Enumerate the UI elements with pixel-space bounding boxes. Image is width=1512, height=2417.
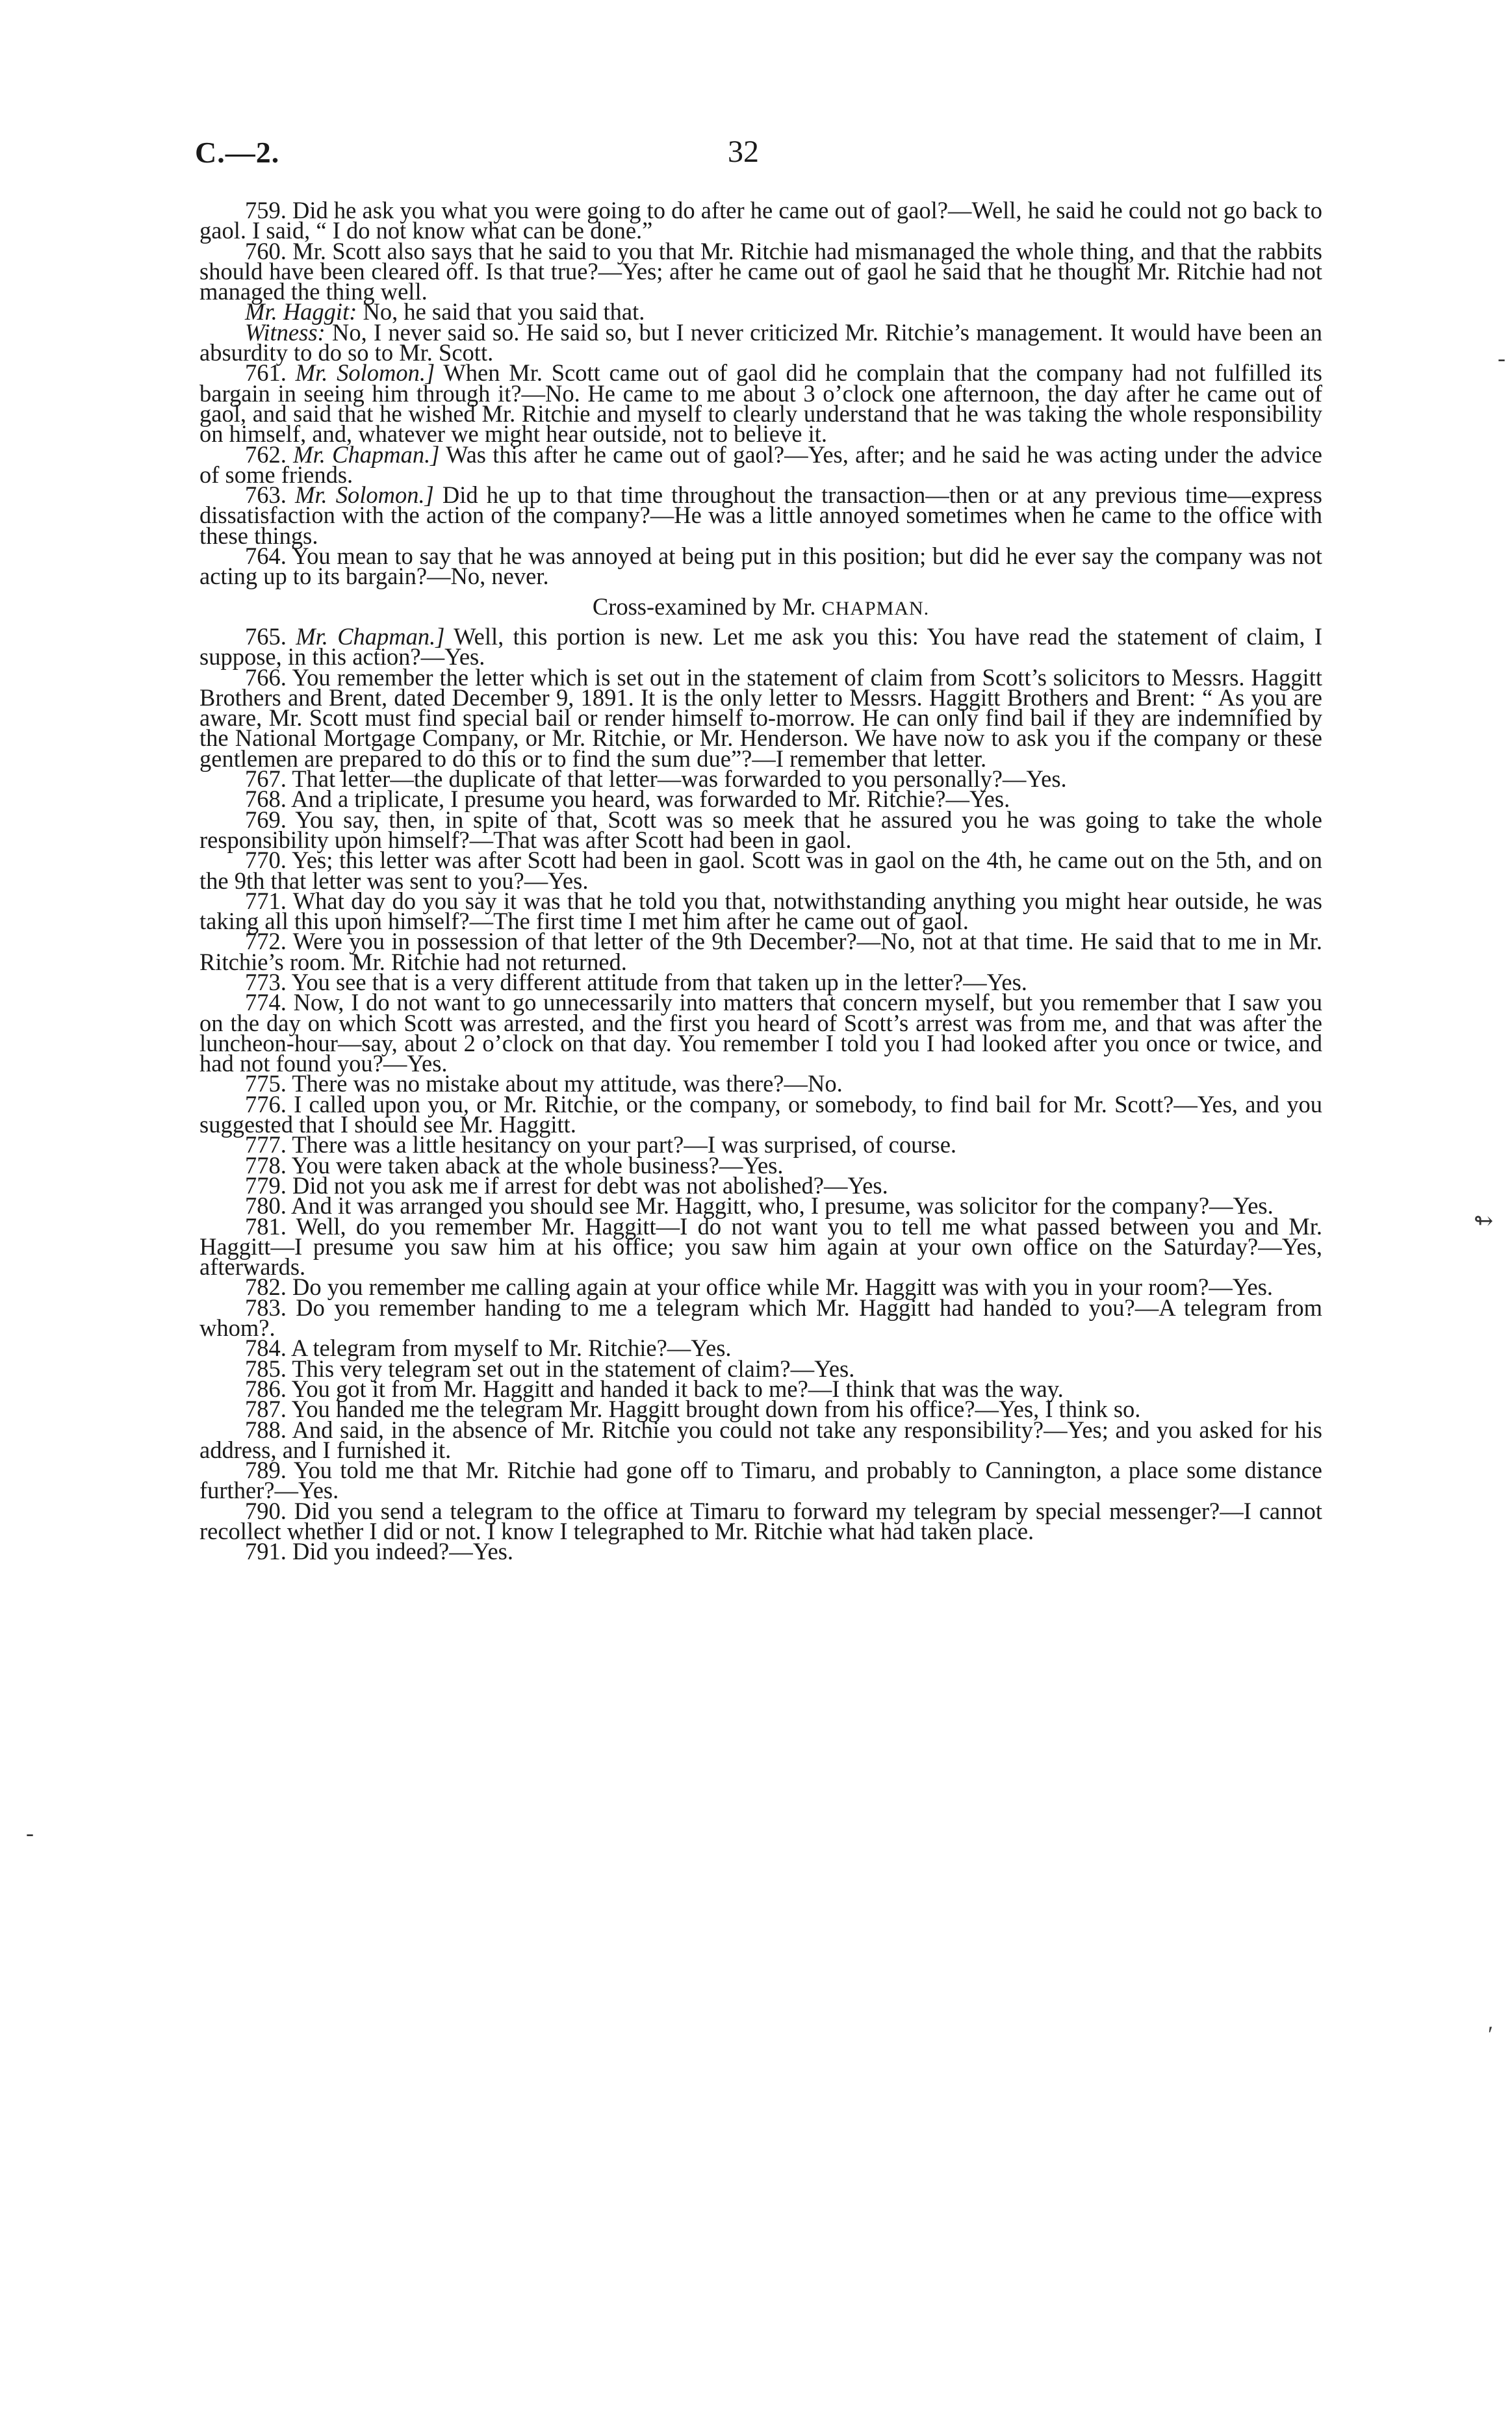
speaker-label: Mr. Haggit: [245,298,357,326]
paragraph-771: 771. What day do you say it was that he told you that, notwithstanding anything you might hear outside, he was taking all this upon himself?—The first time I met him after he came out of gaol. [199,887,1322,935]
paragraph-785: 785. This very telegram set out in the statement of claim?—Yes. [245,1355,855,1382]
testimony-body [199,197,1323,1565]
paragraph-778: 778. You were taken aback at the whole business?—Yes. [245,1151,784,1179]
paragraph-number: 762. [245,441,294,468]
paragraph-768: 768. And a triplicate, I presume you heard, was forwarded to Mr. Ritchie?—Yes. [245,786,1010,813]
speaker-label: Mr. Chapman.] [296,622,445,650]
paragraph-776: 776. I called upon you, or Mr. Ritchie, or the company, or somebody, to find bail for Mr. Scott?—Yes, and you suggested that I should see Mr. Haggitt. [199,1090,1322,1138]
paragraph-784: 784. A telegram from myself to Mr. Ritchie?—Yes. [245,1335,732,1362]
speaker-label: Mr. Solomon.] [294,481,434,509]
paragraph-text: No, I never said so. He said so, but I never criticized Mr. Ritchie’s management. It would have been an absurdity to do so to Mr. Scott. [199,318,1322,366]
paragraph-764: 764. You mean to say that he was annoyed at being put in this position; but did he ever say the company was not acting up to its bargain?—No, never. [199,543,1322,590]
paragraph-775: 775. There was no mistake about my attitude, was there?—No. [245,1070,843,1097]
series-code: C.—2. [195,136,280,169]
paragraph-770: 770. Yes; this letter was after Scott had been in gaol. Scott was in gaol on the 4th, he came out on the 5th, and on the 9th that letter was sent to you?—Yes. [199,847,1322,894]
paragraph-789: 789. You told me that Mr. Ritchie had gone off to Timaru, and probably to Cannington, a place some distance further?—Yes. [199,1457,1322,1504]
margin-mark-icon: - [1498,345,1506,371]
paragraph-765 [199,622,1323,671]
margin-arrow-icon: ↬ [1474,1208,1494,1234]
paragraph-787: 787. You handed me the telegram Mr. Haggitt brought down from his office?—Yes, I think so. [245,1396,1141,1423]
paragraph-text: No, he said that you said that. [357,298,645,326]
paragraph-text: Did he up to that time throughout the transaction—then or at any previous time—express dissatisfaction with the action of the company?—He was a little annoyed sometimes when he came to the office with these things. [199,481,1322,549]
paragraph-786: 786. You got it from Mr. Haggitt and handed it back to me?—I think that was the way. [245,1375,1064,1402]
margin-tick-icon: ′ [1488,2021,1493,2047]
paragraph-781: 781. Well, do you remember Mr. Haggitt—I do not want you to tell me what passed between you and Mr. Haggitt—I presume you saw him at his office; you saw him again at your own office on the Saturday?—Yes, afterwards. [199,1212,1322,1281]
paragraph-791: 791. Did you indeed?—Yes. [245,1538,513,1565]
paragraph-text: Was this after he came out of gaol?—Yes, after; and he said he was acting under the advice of some friends. [199,441,1322,488]
paragraph-760: 760. Mr. Scott also says that he said to you that Mr. Ritchie had mismanaged the whole thing, and that the rabbits should have been cleared off. Is that true?—Yes; after he came out of gaol he said that he thought Mr. Ritchie had not managed the thing well. [199,237,1322,305]
paragraph-783: 783. Do you remember handing to me a telegram which Mr. Haggitt had handed to you?—A telegram from whom?. [199,1294,1322,1342]
paragraph-780: 780. And it was arranged you should see Mr. Haggitt, who, I presume, was solicitor for the company?—Yes. [245,1192,1274,1220]
paragraph-number: 761. [245,359,296,387]
paragraph-773: 773. You see that is a very different attitude from that taken up in the letter?—Yes. [245,968,1027,995]
section-heading-name: CHAPMAN. [821,597,930,619]
paragraph-761 [199,359,1322,448]
paragraph-779: 779. Did not you ask me if arrest for debt was not abolished?—Yes. [245,1171,888,1199]
section-heading-lead: Cross-examined by Mr. [592,593,822,620]
paragraph-790: 790. Did you send a telegram to the office at Timaru to forward my telegram by special messenger?—I cannot recollect whether I did or not. I know I telegraphed to Mr. Ritchie what had taken place. [199,1497,1322,1544]
paragraph-782: 782. Do you remember me calling again at your office while Mr. Haggitt was with you in your room?—Yes. [245,1273,1274,1301]
paragraph-769: 769. You say, then, in spite of that, Scott was so meek that he assured you he was going to take the whole responsibility upon himself?—That was after Scott had been in gaol. [199,806,1322,853]
paragraph-772: 772. Were you in possession of that letter of the 9th December?—No, not at that time. He said that to me in Mr. Ritchie’s room. Mr. Ritchie had not returned. [199,928,1322,975]
paragraph-788: 788. And said, in the absence of Mr. Ritchie you could not take any responsibility?—Yes; and you asked for his address, and I furnished it. [199,1416,1322,1463]
paragraph-774: 774. Now, I do not want to go unnecessarily into matters that concern myself, but you remember that I saw you on the day on which Scott was arrested, and the first you heard of Scott’s arrest was from me, and that was after the luncheon-hour—say, about 2 o’clock on that day. You remember I told you I had looked after you once or twice, and had not found you?—Yes. [199,989,1322,1077]
paragraph-777: 777. There was a little hesitancy on your part?—I was surprised, of course. [245,1131,957,1158]
paragraph-759: 759. Did he ask you what you were going to do after he came out of gaol?—Well, he said he could not go back to gaol. I said, “ I do not know what can be done.” [199,197,1322,244]
paragraph-text: When Mr. Scott came out of gaol did he complain that the company had not fulfilled its bargain in seeing him through it?—No. He came to me about 3 o’clock one afternoon, the day after he came out of gaol, and said that he wished Mr. Ritchie and myself to clearly understand that he was taking the whole responsibility on himself, and, whatever we might hear outside, not to believe it. [199,359,1322,448]
section-heading [199,593,1322,620]
speaker-label: Mr. Chapman.] [293,441,440,468]
paragraph-number: 765. [245,622,296,650]
speaker-label: Witness: [245,318,326,346]
paragraph-763 [199,481,1322,549]
paragraph-witness [199,318,1322,366]
speaker-label: Mr. Solomon.] [295,359,435,387]
page-number: 32 [728,134,759,169]
paragraph-762 [199,441,1322,488]
paragraph-text: Well, this portion is new. Let me ask you this: You have read the statement of claim, I suppose, in this action?—Yes. [199,622,1323,671]
paragraph-766: 766. You remember the letter which is set out in the statement of claim from Scott’s solicitors to Messrs. Haggitt Brothers and Brent, dated December 9, 1891. It is the only letter to Messrs. Haggitt Brothers and Brent: “ As you are aware, Mr. Scott must find special bail or render himself to-morrow. He can only find bail if they are indemnified by the National Mortgage Company, or Mr. Ritchie, or Mr. Henderson. We have now to ask you if the company or these gentlemen are prepared to do this or to find the sum due”?—I remember that letter. [199,663,1322,772]
margin-dot-icon: - [26,1820,34,1846]
paragraph-number: 763. [245,481,295,509]
paragraph-767: 767. That letter—the duplicate of that letter—was forwarded to you personally?—Yes. [245,765,1067,793]
